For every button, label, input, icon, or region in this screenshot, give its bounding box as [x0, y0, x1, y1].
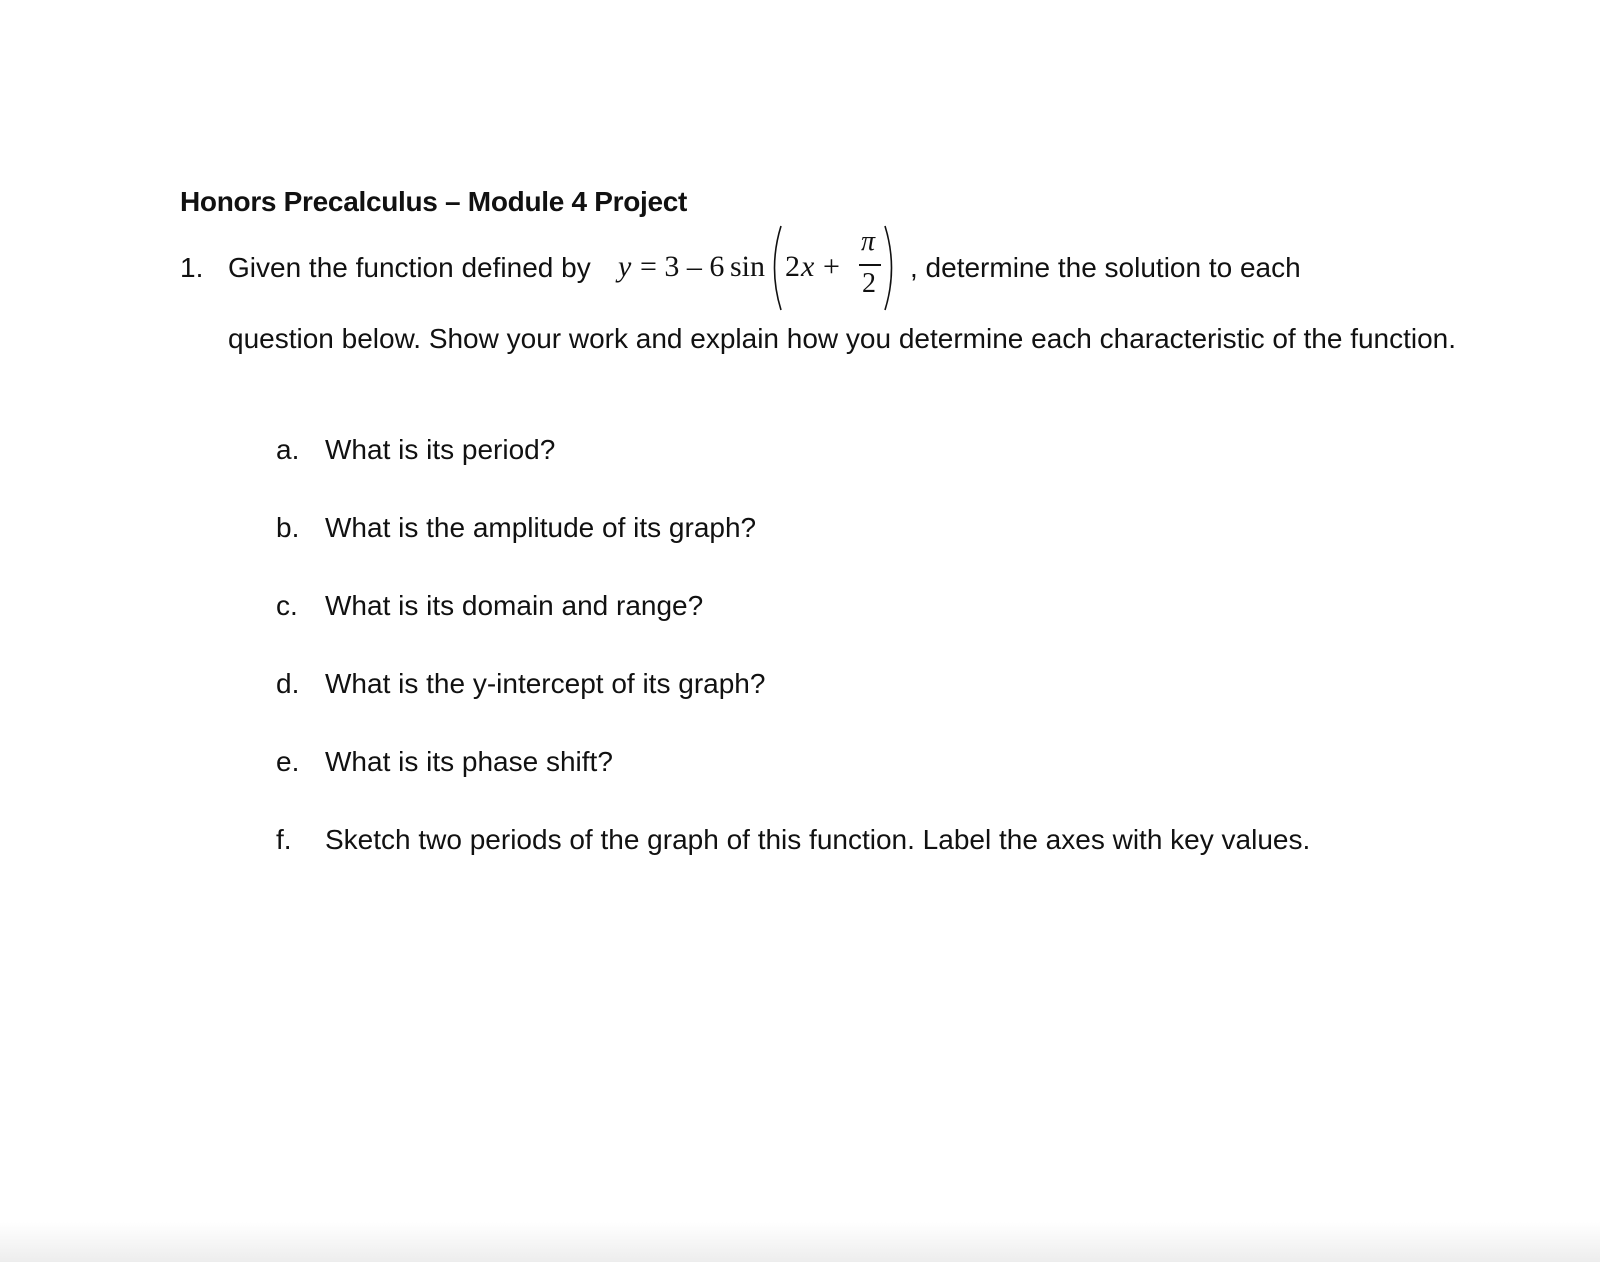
question-number: 1.: [180, 252, 204, 283]
document-title: Honors Precalculus – Module 4 Project: [180, 186, 688, 217]
equation-plus: +: [823, 250, 840, 283]
equation-coefficient: 2: [785, 250, 800, 283]
fraction-denominator: 2: [862, 268, 876, 299]
fraction-numerator: π: [861, 226, 876, 257]
fraction-bar: [859, 264, 881, 266]
question-intro: Given the function defined by: [228, 252, 591, 283]
equation-y: y: [618, 250, 632, 283]
equation-variable: x: [801, 250, 815, 283]
sub-question-letter: d.: [276, 668, 300, 699]
right-parenthesis-icon: [882, 224, 900, 312]
equation-sin: sin: [730, 250, 766, 283]
sub-question-letter: c.: [276, 590, 298, 621]
sub-question-text: Sketch two periods of the graph of this function. Label the axes with key values.: [325, 824, 1311, 855]
sub-question-text: What is its domain and range?: [325, 590, 704, 621]
page-bottom-shade: [0, 1222, 1600, 1262]
question-intro-end: , determine the solution to each: [910, 252, 1301, 283]
function-equation: [618, 222, 914, 318]
left-parenthesis-icon: [766, 224, 784, 312]
sub-question-letter: b.: [276, 512, 300, 543]
question-continuation: question below. Show your work and explain how you determine each characteristic of the function.: [228, 323, 1457, 354]
sub-question-text: What is its period?: [325, 434, 556, 465]
sub-question-text: What is the amplitude of its graph?: [325, 512, 757, 543]
equation-constant-term: = 3 – 6: [640, 250, 725, 283]
sub-question-letter: f.: [276, 824, 292, 855]
sub-question-letter: e.: [276, 746, 300, 777]
sub-question-letter: a.: [276, 434, 300, 465]
sub-question-text: What is the y-intercept of its graph?: [325, 668, 766, 699]
sub-question-text: What is its phase shift?: [325, 746, 613, 777]
